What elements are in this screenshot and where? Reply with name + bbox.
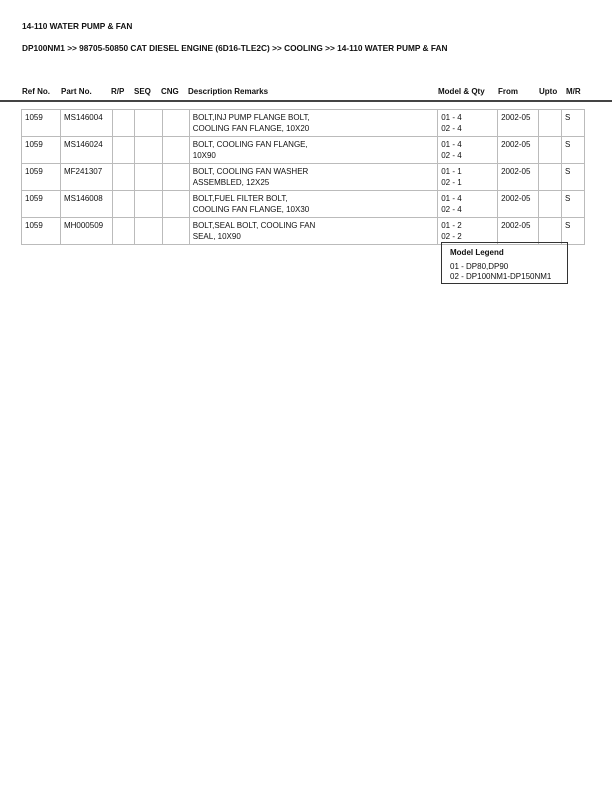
cell-cng [162, 218, 189, 245]
cell-seq [134, 137, 162, 164]
cell-ref: 1059 [22, 137, 61, 164]
desc-line: COOLING FAN FLANGE, 10X20 [192, 123, 310, 133]
cell-mr: S [561, 164, 584, 191]
parts-table [21, 109, 585, 245]
model-line: 02 - 4 [441, 150, 462, 160]
model-line: 02 - 1 [441, 177, 462, 187]
table-row [22, 191, 585, 218]
table-row [22, 164, 585, 191]
col-mr: M/R [566, 87, 581, 96]
col-seq: SEQ [134, 87, 151, 96]
model-line: 01 - 4 [441, 140, 462, 149]
cell-cng [162, 191, 189, 218]
cell-upto [539, 191, 562, 218]
model-line: 01 - 4 [441, 113, 462, 122]
legend-item: 02 - DP100NM1-DP150NM1 [450, 272, 552, 281]
desc-line: BOLT, COOLING FAN WASHER [192, 167, 309, 176]
cell-mr: S [561, 137, 584, 164]
cell-rp [112, 137, 134, 164]
cell-from: 2002-05 [498, 137, 539, 164]
desc-line: BOLT, COOLING FAN FLANGE, [192, 140, 308, 149]
cell-from: 2002-05 [498, 218, 539, 245]
legend-title: Model Legend [450, 248, 504, 257]
model-line: 01 - 4 [441, 194, 462, 203]
col-rp: R/P [111, 87, 125, 96]
cell-seq [134, 164, 162, 191]
breadcrumb: DP100NM1 >> 98705-50850 CAT DIESEL ENGINE (6D16-TLE2C) >> COOLING >> 14-110 WATER PUMP & FAN [22, 43, 448, 53]
cell-ref: 1059 [22, 218, 61, 245]
cell-seq [134, 191, 162, 218]
cell-ref: 1059 [22, 110, 61, 137]
desc-line: BOLT,INJ PUMP FLANGE BOLT, [192, 113, 310, 122]
cell-desc [189, 137, 437, 164]
cell-part: MF241307 [60, 164, 112, 191]
table-row [22, 218, 585, 245]
cell-desc [189, 218, 437, 245]
cell-part: MS146008 [60, 191, 112, 218]
cell-from: 2002-05 [498, 191, 539, 218]
cell-from: 2002-05 [498, 110, 539, 137]
cell-part: MH000509 [60, 218, 112, 245]
cell-desc [189, 110, 437, 137]
col-cng: CNG [161, 87, 179, 96]
cell-upto [539, 164, 562, 191]
cell-part: MS146004 [60, 110, 112, 137]
cell-model [438, 110, 498, 137]
cell-mr: S [561, 110, 584, 137]
cell-part: MS146024 [60, 137, 112, 164]
header-divider [0, 100, 612, 102]
cell-seq [134, 110, 162, 137]
cell-from: 2002-05 [498, 164, 539, 191]
table-row [22, 137, 585, 164]
cell-mr: S [561, 191, 584, 218]
col-from: From [498, 87, 518, 96]
cell-desc [189, 191, 437, 218]
cell-cng [162, 110, 189, 137]
cell-seq [134, 218, 162, 245]
col-model: Model & Qty [438, 87, 485, 96]
table-header [21, 87, 585, 99]
cell-rp [112, 191, 134, 218]
model-legend [441, 242, 568, 284]
cell-model [438, 164, 498, 191]
model-line: 02 - 4 [441, 123, 462, 133]
cell-cng [162, 164, 189, 191]
desc-line: 10X90 [192, 150, 216, 160]
col-desc: Description Remarks [188, 87, 269, 96]
cell-cng [162, 137, 189, 164]
model-line: 01 - 2 [441, 221, 462, 230]
legend-item: 01 - DP80,DP90 [450, 262, 509, 271]
cell-model [438, 137, 498, 164]
model-line: 02 - 4 [441, 204, 462, 214]
desc-line: BOLT,SEAL BOLT, COOLING FAN [192, 221, 316, 230]
cell-rp [112, 110, 134, 137]
cell-upto [539, 137, 562, 164]
page-title: 14-110 WATER PUMP & FAN [22, 21, 133, 31]
cell-model [438, 191, 498, 218]
desc-line: SEAL, 10X90 [192, 231, 241, 241]
table-row [22, 110, 585, 137]
cell-upto [539, 110, 562, 137]
col-upto: Upto [539, 87, 558, 96]
model-line: 02 - 2 [441, 231, 462, 241]
model-line: 01 - 1 [441, 167, 462, 176]
cell-ref: 1059 [22, 191, 61, 218]
col-part: Part No. [61, 87, 92, 96]
desc-line: COOLING FAN FLANGE, 10X30 [192, 204, 310, 214]
cell-ref: 1059 [22, 164, 61, 191]
cell-rp [112, 218, 134, 245]
cell-upto [539, 218, 562, 245]
desc-line: ASSEMBLED, 12X25 [192, 177, 270, 187]
cell-mr: S [561, 218, 584, 245]
col-ref: Ref No. [22, 87, 50, 96]
cell-desc [189, 164, 437, 191]
cell-model [438, 218, 498, 245]
cell-rp [112, 164, 134, 191]
desc-line: BOLT,FUEL FILTER BOLT, [192, 194, 288, 203]
